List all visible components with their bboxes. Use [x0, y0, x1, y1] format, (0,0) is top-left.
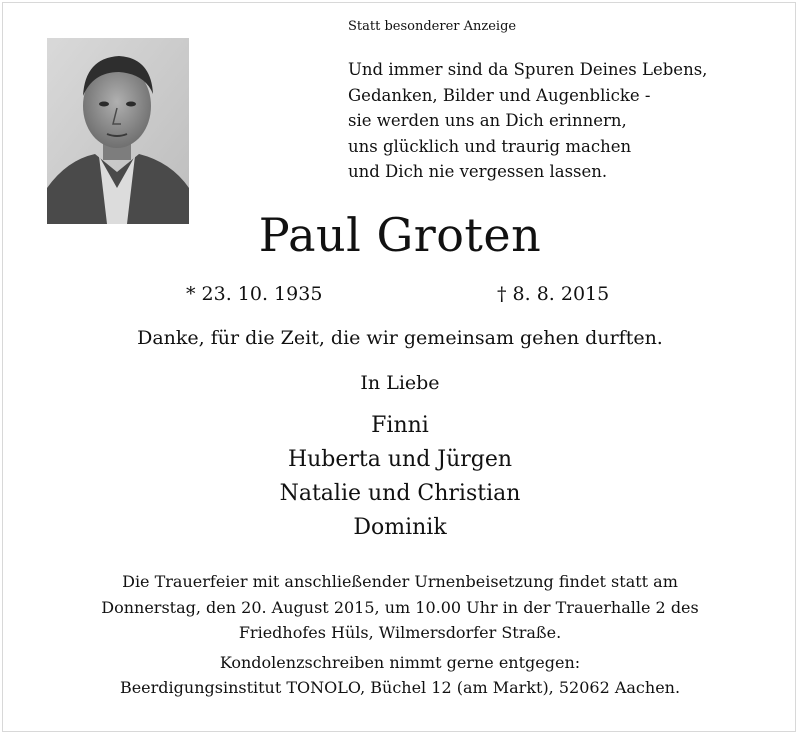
memorial-poem: [348, 57, 778, 185]
condolence-line: Beerdigungsinstitut TONOLO, Büchel 12 (am Markt), 52062 Aachen.: [119, 678, 681, 697]
mourner-name: Finni: [371, 413, 429, 438]
deceased-name: Paul Groten: [258, 208, 542, 262]
mourner-name: Huberta und Jürgen: [287, 447, 513, 472]
portrait-icon: [47, 38, 189, 224]
birth-date: * 23. 10. 1935: [186, 283, 323, 305]
mourner-name: Dominik: [353, 515, 447, 540]
mourners-intro: In Liebe: [360, 372, 440, 394]
poem-line: Und immer sind da Spuren Deines Lebens,: [348, 60, 708, 79]
portrait-photo: [47, 38, 189, 224]
poem-line: uns glücklich und traurig machen: [348, 136, 632, 156]
poem-line: sie werden uns an Dich erinnern,: [348, 111, 627, 130]
mourners-list: [0, 409, 800, 545]
ceremony-line: Donnerstag, den 20. August 2015, um 10.00 Uhr in der Trauerhalle 2 des: [101, 597, 699, 617]
death-date: † 8. 8. 2015: [497, 283, 610, 305]
poem-line: und Dich nie vergessen lassen.: [348, 162, 608, 181]
notice-label: Statt besonderer Anzeige: [348, 19, 517, 34]
ceremony-line: Die Trauerfeier mit anschließender Urnenbeisetzung findet statt am: [122, 572, 678, 591]
ceremony-info: [0, 569, 800, 701]
thanks-line: Danke, für die Zeit, die wir gemeinsam gehen durften.: [137, 327, 663, 349]
mourner-name: Natalie und Christian: [279, 481, 521, 506]
poem-line: Gedanken, Bilder und Augenblicke -: [348, 85, 651, 105]
ceremony-line: Friedhofes Hüls, Wilmersdorfer Straße.: [238, 623, 562, 642]
condolence-line: Kondolenzschreiben nimmt gerne entgegen:: [219, 652, 581, 672]
